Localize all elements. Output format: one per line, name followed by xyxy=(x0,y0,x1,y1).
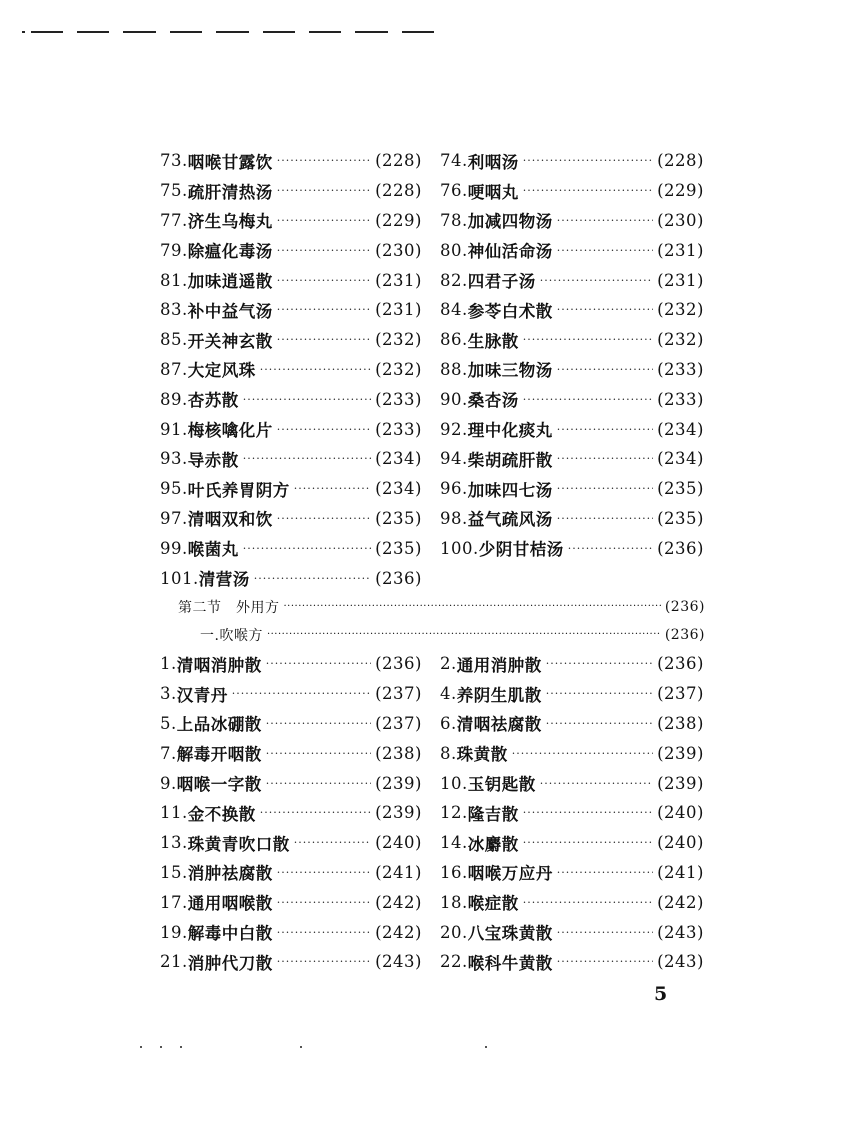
entry-title: 桑杏汤 xyxy=(467,391,519,411)
toc-row xyxy=(160,235,705,265)
dot-leader xyxy=(266,657,371,670)
toc-entry[interactable] xyxy=(160,179,422,203)
toc-row xyxy=(160,325,705,355)
entry-title: 上品冰硼散 xyxy=(176,715,262,735)
toc-entry[interactable] xyxy=(440,477,704,501)
entry-page: (242) xyxy=(375,922,422,942)
section-heading[interactable] xyxy=(160,593,705,621)
dot-leader xyxy=(557,244,653,257)
entry-number: 93. xyxy=(160,449,188,469)
toc-entry[interactable] xyxy=(160,357,422,381)
entry-number: 84. xyxy=(440,300,468,320)
entry-page: (234) xyxy=(375,479,422,499)
entry-title: 大定风珠 xyxy=(187,361,256,381)
toc-entry[interactable] xyxy=(440,208,704,232)
entry-page: (236) xyxy=(375,654,422,674)
dot-leader xyxy=(277,926,371,939)
entry-number: 76. xyxy=(440,181,468,201)
entry-number: 87. xyxy=(160,359,188,379)
dot-leader xyxy=(557,363,653,376)
toc-entry[interactable] xyxy=(440,179,704,203)
entry-number: 13. xyxy=(160,833,188,853)
toc-row xyxy=(160,265,705,295)
entry-page: (232) xyxy=(375,330,422,350)
dot-leader xyxy=(277,955,371,968)
toc-row xyxy=(160,768,705,798)
toc-entry[interactable] xyxy=(440,536,704,560)
toc-row xyxy=(160,858,705,888)
entry-number: 20. xyxy=(440,922,468,942)
toc-entry[interactable] xyxy=(440,149,704,173)
top-dashed-rule xyxy=(22,24,442,40)
entry-title: 开关神玄散 xyxy=(187,331,273,351)
dot-leader xyxy=(557,303,653,316)
entry-number: 4. xyxy=(440,684,457,704)
entry-number: 81. xyxy=(160,270,188,290)
entry-number: 77. xyxy=(160,210,188,230)
entry-title: 理中化痰丸 xyxy=(467,421,553,441)
dot-leader xyxy=(523,333,653,346)
toc-entry[interactable] xyxy=(440,652,704,676)
entry-number: 12. xyxy=(440,803,468,823)
dot-leader xyxy=(540,274,653,287)
entry-page: (237) xyxy=(657,684,704,704)
dot-leader xyxy=(546,717,653,730)
dot-leader xyxy=(277,154,371,167)
entry-page: (243) xyxy=(657,922,704,942)
entry-title: 玉钥匙散 xyxy=(467,775,536,795)
toc-entry[interactable] xyxy=(440,860,704,884)
entry-page: (231) xyxy=(657,240,704,260)
entry-title: 神仙活命汤 xyxy=(467,242,553,262)
entry-title: 柴胡疏肝散 xyxy=(467,450,553,470)
dot-leader xyxy=(294,836,371,849)
dot-leader xyxy=(254,572,371,585)
entry-number: 91. xyxy=(160,419,188,439)
dot-leader xyxy=(557,866,653,879)
dot-leader xyxy=(557,214,653,227)
dot-leader xyxy=(266,747,371,760)
entry-number: 96. xyxy=(440,479,468,499)
entry-page: (228) xyxy=(657,151,704,171)
entry-title: 清咽祛腐散 xyxy=(456,715,542,735)
toc-entry[interactable] xyxy=(440,417,704,441)
dot-leader xyxy=(540,777,653,790)
entry-number: 85. xyxy=(160,330,188,350)
toc-row xyxy=(160,649,705,679)
dot-leader xyxy=(294,482,371,495)
toc-entry[interactable] xyxy=(440,801,704,825)
toc-entry[interactable] xyxy=(440,268,704,292)
toc-entry[interactable] xyxy=(440,741,704,765)
entry-page: (235) xyxy=(375,508,422,528)
entry-title: 养阴生肌散 xyxy=(456,685,542,705)
entry-title: 加味逍遥散 xyxy=(187,272,273,292)
toc-entry[interactable] xyxy=(160,682,422,706)
entry-page: (242) xyxy=(375,892,422,912)
entry-page: (232) xyxy=(657,330,704,350)
dot-leader xyxy=(523,806,653,819)
entry-number: 3. xyxy=(160,684,177,704)
toc-entry[interactable] xyxy=(160,417,422,441)
toc-row xyxy=(160,474,705,504)
dot-leader xyxy=(277,244,371,257)
entry-number: 1. xyxy=(160,654,177,674)
entry-number: 101. xyxy=(160,568,199,588)
dot-leader xyxy=(277,423,371,436)
entry-title: 咽喉一字散 xyxy=(176,775,262,795)
subsection-heading[interactable] xyxy=(160,621,705,649)
entry-page: (243) xyxy=(657,952,704,972)
entry-title: 汉青丹 xyxy=(176,685,228,705)
entry-title: 清咽消肿散 xyxy=(176,655,262,675)
toc-entry[interactable] xyxy=(160,298,422,322)
entry-page: (235) xyxy=(657,479,704,499)
entry-page: (229) xyxy=(657,181,704,201)
entry-page: (230) xyxy=(657,210,704,230)
toc-row xyxy=(160,563,705,593)
dot-leader xyxy=(557,512,653,525)
toc-entry[interactable] xyxy=(160,506,422,530)
toc-row xyxy=(160,146,705,176)
entry-page: (239) xyxy=(375,773,422,793)
entry-title: 利咽汤 xyxy=(467,152,519,172)
toc-entry[interactable] xyxy=(160,950,422,974)
entry-title: 通用咽喉散 xyxy=(187,894,273,914)
entry-page: (234) xyxy=(375,449,422,469)
dot-leader xyxy=(260,806,371,819)
entry-page: (228) xyxy=(375,181,422,201)
toc-row xyxy=(160,176,705,206)
toc-entry[interactable] xyxy=(160,741,422,765)
entry-title: 解毒开咽散 xyxy=(176,745,262,765)
dot-leader xyxy=(557,423,653,436)
entry-number: 19. xyxy=(160,922,188,942)
dot-leader xyxy=(546,687,653,700)
entry-title: 生脉散 xyxy=(467,331,519,351)
entry-page: (240) xyxy=(375,833,422,853)
toc-row xyxy=(160,709,705,739)
toc-row xyxy=(160,444,705,474)
entry-title: 益气疏风汤 xyxy=(467,510,553,530)
entry-page: (243) xyxy=(375,952,422,972)
entry-number: 86. xyxy=(440,330,468,350)
entry-title: 清营汤 xyxy=(198,570,250,590)
toc-entry[interactable] xyxy=(160,536,422,560)
toc-entry[interactable] xyxy=(440,890,704,914)
dot-leader xyxy=(277,866,371,879)
entry-number: 94. xyxy=(440,449,468,469)
entry-page: (231) xyxy=(375,270,422,290)
page-number: 5 xyxy=(654,983,668,1005)
entry-page: (236) xyxy=(657,538,704,558)
entry-number: 6. xyxy=(440,713,457,733)
entry-number: 82. xyxy=(440,270,468,290)
entry-page: (241) xyxy=(657,862,704,882)
entry-title: 济生乌梅丸 xyxy=(187,212,273,232)
entry-number: 16. xyxy=(440,862,468,882)
dot-leader xyxy=(523,154,653,167)
toc-entry[interactable] xyxy=(440,387,704,411)
dot-leader xyxy=(243,542,371,555)
entry-page: (235) xyxy=(657,508,704,528)
dot-leader xyxy=(267,629,661,640)
entry-page: (240) xyxy=(657,833,704,853)
entry-number: 83. xyxy=(160,300,188,320)
dot-leader xyxy=(523,896,653,909)
toc-row xyxy=(160,533,705,563)
entry-page: (229) xyxy=(375,210,422,230)
entry-title: 珠黄青吹口散 xyxy=(187,834,290,854)
entry-page: (237) xyxy=(375,684,422,704)
toc-row xyxy=(160,947,705,977)
toc-entry[interactable] xyxy=(160,208,422,232)
toc-entry[interactable] xyxy=(440,238,704,262)
entry-number: 18. xyxy=(440,892,468,912)
entry-number: 95. xyxy=(160,479,188,499)
dot-leader xyxy=(523,836,653,849)
dot-leader xyxy=(277,512,371,525)
entry-number: 75. xyxy=(160,181,188,201)
dot-leader xyxy=(266,717,371,730)
toc-entry[interactable] xyxy=(160,890,422,914)
toc-entry[interactable] xyxy=(160,652,422,676)
scan-specks xyxy=(140,1046,500,1050)
toc-row xyxy=(160,887,705,917)
entry-number: 8. xyxy=(440,743,457,763)
entry-title: 少阴甘桔汤 xyxy=(478,540,564,560)
toc-row xyxy=(160,384,705,414)
toc-row xyxy=(160,917,705,947)
toc-entry[interactable] xyxy=(160,328,422,352)
toc-entry[interactable] xyxy=(160,238,422,262)
entry-title: 加味四七汤 xyxy=(467,480,553,500)
entry-page: (231) xyxy=(657,270,704,290)
dot-leader xyxy=(557,482,653,495)
toc-entry[interactable] xyxy=(440,711,704,735)
toc-row xyxy=(160,295,705,325)
dot-leader xyxy=(557,452,653,465)
entry-title: 补中益气汤 xyxy=(187,301,273,321)
section-heading-label: 第二节 外用方 xyxy=(178,599,280,616)
entry-page: (232) xyxy=(375,359,422,379)
entry-number: 99. xyxy=(160,538,188,558)
entry-page: (236) xyxy=(375,568,422,588)
subsection-heading-label: 一.吹喉方 xyxy=(200,627,263,644)
entry-title: 珠黄散 xyxy=(456,745,508,765)
entry-page: (239) xyxy=(657,743,704,763)
toc-entry[interactable] xyxy=(160,771,422,795)
entry-page: (230) xyxy=(375,240,422,260)
entry-title: 隆吉散 xyxy=(467,804,519,824)
entry-page: (233) xyxy=(657,389,704,409)
entry-number: 79. xyxy=(160,240,188,260)
entry-number: 89. xyxy=(160,389,188,409)
entry-title: 咽喉万应丹 xyxy=(467,864,553,884)
subsection-heading-page: (236) xyxy=(664,626,705,643)
dot-leader xyxy=(568,542,653,555)
entry-number: 78. xyxy=(440,210,468,230)
entry-title: 加减四物汤 xyxy=(467,212,553,232)
toc-row xyxy=(160,798,705,828)
entry-title: 哽咽丸 xyxy=(467,182,519,202)
toc-entry[interactable] xyxy=(440,682,704,706)
entry-page: (237) xyxy=(375,713,422,733)
entry-number: 73. xyxy=(160,151,188,171)
entry-title: 加味三物汤 xyxy=(467,361,553,381)
dot-leader xyxy=(523,184,653,197)
entry-title: 解毒中白散 xyxy=(187,924,273,944)
entry-page: (239) xyxy=(375,803,422,823)
entry-page: (228) xyxy=(375,151,422,171)
entry-number: 92. xyxy=(440,419,468,439)
toc-entry[interactable] xyxy=(440,831,704,855)
toc-entry[interactable] xyxy=(160,831,422,855)
entry-number: 7. xyxy=(160,743,177,763)
entry-page: (238) xyxy=(657,713,704,733)
dot-leader xyxy=(232,687,371,700)
toc-entry[interactable] xyxy=(440,298,704,322)
entry-page: (233) xyxy=(375,389,422,409)
entry-number: 97. xyxy=(160,508,188,528)
entry-title: 咽喉甘露饮 xyxy=(187,152,273,172)
entry-number: 14. xyxy=(440,833,468,853)
entry-title: 消肿代刀散 xyxy=(187,953,273,973)
entry-title: 疏肝清热汤 xyxy=(187,182,273,202)
toc-entry[interactable] xyxy=(160,801,422,825)
section-heading-page: (236) xyxy=(664,598,705,615)
entry-number: 2. xyxy=(440,654,457,674)
toc-row xyxy=(160,355,705,385)
entry-page: (231) xyxy=(375,300,422,320)
entry-title: 参苓白术散 xyxy=(467,301,553,321)
dot-leader xyxy=(266,777,371,790)
entry-title: 梅核噙化片 xyxy=(187,421,273,441)
entry-number: 21. xyxy=(160,952,188,972)
entry-page: (241) xyxy=(375,862,422,882)
entry-number: 98. xyxy=(440,508,468,528)
entry-number: 100. xyxy=(440,538,479,558)
dot-leader xyxy=(512,747,653,760)
toc-entry[interactable] xyxy=(160,447,422,471)
toc-entry[interactable] xyxy=(160,920,422,944)
toc-entry[interactable] xyxy=(440,771,704,795)
entry-number: 17. xyxy=(160,892,188,912)
toc-row xyxy=(160,414,705,444)
toc-entry[interactable] xyxy=(440,920,704,944)
entry-title: 喉症散 xyxy=(467,894,519,914)
dot-leader xyxy=(243,452,371,465)
dot-leader xyxy=(277,214,371,227)
entry-title: 冰麝散 xyxy=(467,834,519,854)
entry-number: 10. xyxy=(440,773,468,793)
entry-number: 9. xyxy=(160,773,177,793)
entry-page: (233) xyxy=(657,359,704,379)
entry-title: 通用消肿散 xyxy=(456,655,542,675)
entry-title: 导赤散 xyxy=(187,450,239,470)
entry-page: (235) xyxy=(375,538,422,558)
toc-entry[interactable] xyxy=(440,357,704,381)
toc-entry[interactable] xyxy=(440,447,704,471)
entry-number: 5. xyxy=(160,713,177,733)
table-of-contents xyxy=(160,146,705,977)
entry-title: 金不换散 xyxy=(187,804,256,824)
dot-leader xyxy=(243,393,371,406)
entry-number: 88. xyxy=(440,359,468,379)
dot-leader xyxy=(277,184,371,197)
toc-entry[interactable] xyxy=(440,506,704,530)
dot-leader xyxy=(546,657,653,670)
entry-page: (234) xyxy=(657,449,704,469)
toc-row xyxy=(160,679,705,709)
entry-page: (236) xyxy=(657,654,704,674)
entry-number: 90. xyxy=(440,389,468,409)
toc-row xyxy=(160,828,705,858)
entry-title: 消肿祛腐散 xyxy=(187,864,273,884)
entry-page: (232) xyxy=(657,300,704,320)
toc-row xyxy=(160,206,705,236)
dot-leader xyxy=(557,955,653,968)
toc-entry[interactable] xyxy=(440,328,704,352)
entry-page: (239) xyxy=(657,773,704,793)
entry-page: (233) xyxy=(375,419,422,439)
entry-page: (240) xyxy=(657,803,704,823)
toc-entry[interactable] xyxy=(160,268,422,292)
entry-number: 15. xyxy=(160,862,188,882)
entry-number: 74. xyxy=(440,151,468,171)
entry-title: 八宝珠黄散 xyxy=(467,924,553,944)
toc-row xyxy=(160,504,705,534)
entry-number: 22. xyxy=(440,952,468,972)
toc-entry[interactable] xyxy=(160,387,422,411)
entry-title: 叶氏养胃阴方 xyxy=(187,480,290,500)
toc-entry[interactable] xyxy=(440,950,704,974)
toc-entry[interactable] xyxy=(160,711,422,735)
entry-title: 四君子汤 xyxy=(467,272,536,292)
entry-number: 11. xyxy=(160,803,188,823)
dot-leader xyxy=(277,896,371,909)
entry-page: (238) xyxy=(375,743,422,763)
entry-title: 清咽双和饮 xyxy=(187,510,273,530)
entry-page: (234) xyxy=(657,419,704,439)
dot-leader xyxy=(284,601,661,612)
entry-page: (242) xyxy=(657,892,704,912)
entry-title: 除瘟化毒汤 xyxy=(187,242,273,262)
entry-number: 80. xyxy=(440,240,468,260)
toc-entry[interactable] xyxy=(160,860,422,884)
entry-title: 杏苏散 xyxy=(187,391,239,411)
toc-entry[interactable] xyxy=(160,566,422,590)
dot-leader xyxy=(277,333,371,346)
dot-leader xyxy=(523,393,653,406)
dot-leader xyxy=(277,274,371,287)
toc-row xyxy=(160,738,705,768)
entry-title: 喉菌丸 xyxy=(187,540,239,560)
entry-title: 喉科牛黄散 xyxy=(467,953,553,973)
toc-entry[interactable] xyxy=(160,149,422,173)
dot-leader xyxy=(260,363,371,376)
dot-leader xyxy=(557,926,653,939)
toc-entry[interactable] xyxy=(160,477,422,501)
dot-leader xyxy=(277,303,371,316)
